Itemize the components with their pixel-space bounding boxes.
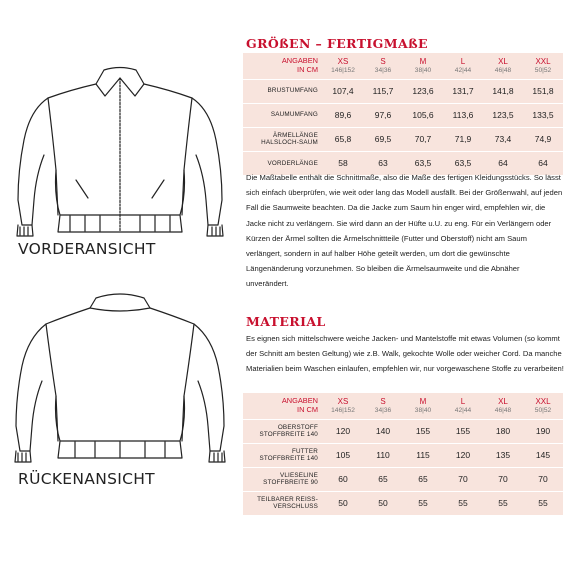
size-col-m: M 38|40 [414,57,432,74]
table-cell: 65,8 [323,127,363,151]
material-paragraph: Es eignen sich mittelschwere weiche Jacken- und Mantelstoffe mit etwas Volumen (so kommt der Schnitt am besten Geltung) wie z.B. Walk, gekochte Wolle oder weicher Cord. Da manche Materialien beim Waschen einlaufen, empfehlen wir, nur vorgewaschene Stoffe zu verarbeiten! [246,334,564,374]
table-cell: 97,6 [363,103,403,127]
table-cell: 70 [443,467,483,491]
table-cell: 107,4 [323,79,363,103]
table-cell: 140 [363,419,403,443]
table-cell: 180 [483,419,523,443]
table-cell: 89,6 [323,103,363,127]
table-cell: 135 [483,443,523,467]
table-cell: 69,5 [363,127,403,151]
table-row [243,103,563,127]
material-requirements-table [243,393,563,515]
table-cell: 74,9 [523,127,563,151]
table-cell: 113,6 [443,103,483,127]
header-label: ANGABEN IN CM [281,396,318,414]
row-label: VLIESELINE STOFFBREITE 90 [243,467,323,491]
jacket-back-illustration [0,286,236,486]
table-cell: 50 [363,491,403,515]
table-cell: 155 [443,419,483,443]
table-cell: 63,5 [443,151,483,175]
table-cell: 105,6 [403,103,443,127]
table-cell: 123,6 [403,79,443,103]
size-col-s: S 34|36 [374,397,392,414]
table-cell: 190 [523,419,563,443]
table-cell: 120 [323,419,363,443]
table-cell: 64 [483,151,523,175]
table-cell: 60 [323,467,363,491]
table-cell: 145 [523,443,563,467]
table-row [243,419,563,443]
table-cell: 115 [403,443,443,467]
table-cell: 131,7 [443,79,483,103]
back-view-label: RÜCKENANSICHT [18,470,155,488]
table-cell: 110 [363,443,403,467]
size-measurements-table [243,53,563,175]
row-label: ÄRMELLÄNGE HALSLOCH-SAUM [243,127,323,151]
table-cell: 50 [323,491,363,515]
table-cell: 55 [403,491,443,515]
size-col-xxl: XXL 50|52 [534,397,552,414]
size-col-xl: XL 46|48 [494,397,512,414]
table-row [243,491,563,515]
size-col-s: S 34|36 [374,57,392,74]
table-row [243,127,563,151]
table-cell: 55 [443,491,483,515]
table-row [243,443,563,467]
table-cell: 55 [523,491,563,515]
table-cell: 64 [523,151,563,175]
technical-drawings [0,0,236,570]
size-col-m: M 38|40 [414,397,432,414]
jacket-front-illustration [0,20,236,260]
table-cell: 133,5 [523,103,563,127]
table-cell: 123,5 [483,103,523,127]
table-header-row [243,53,563,79]
table-cell: 63 [363,151,403,175]
size-col-l: L 42|44 [454,397,472,414]
table-cell: 65 [363,467,403,491]
table-row [243,467,563,491]
table-cell: 73,4 [483,127,523,151]
row-label: OBERSTOFF STOFFBREITE 140 [243,419,323,443]
table-cell: 115,7 [363,79,403,103]
row-label: VORDERLÄNGE [243,151,323,175]
table-cell: 70,7 [403,127,443,151]
size-col-xs: XS 146|152 [331,397,355,414]
table-cell: 105 [323,443,363,467]
table-cell: 63,5 [403,151,443,175]
header-label: ANGABEN IN CM [281,56,318,74]
material-title: MATERIAL [246,314,326,329]
table-cell: 58 [323,151,363,175]
table-cell: 65 [403,467,443,491]
size-info-paragraph: Die Maßtabelle enthält die Schnittmaße, also die Maße des fertigen Kleidungsstücks. So lässt sich einfach überprüfen, wie weit oder lang das Modell ausfällt. Bei der Größenwahl, auf jeden Fall die Saumweite beachten. Da die Jacke zum Saum hin enger wird, empfehlen wir, die Jacke nicht zu verlängern. Sie wird dann an der Hüfte u.U. zu eng. Für ein Verlängern oder Kürzen der Ärmel sollten die Ärmelschnittteile (Futter und Oberstoff) nicht am Saum verlängert, sondern in auf halber Höhe geteilt werden, um dort die gewünschte Längenänderung vorzunehmen. So bleiben die Ärmelsaumweite und die Abnäher unverändert. [246,173,563,289]
front-view-label: VORDERANSICHT [18,240,156,258]
table-cell: 151,8 [523,79,563,103]
table-row [243,79,563,103]
sizes-title: GRÖßEN – FERTIGMAßE [246,36,428,51]
table-cell: 55 [483,491,523,515]
table-cell: 71,9 [443,127,483,151]
table-cell: 141,8 [483,79,523,103]
size-col-xxl: XXL 50|52 [534,57,552,74]
row-label: FUTTER STOFFBREITE 140 [243,443,323,467]
size-col-xs: XS 146|152 [331,57,355,74]
size-col-l: L 42|44 [454,57,472,74]
table-cell: 120 [443,443,483,467]
table-cell: 70 [483,467,523,491]
table-cell: 155 [403,419,443,443]
row-label: BRUSTUMFANG [243,79,323,103]
row-label: TEILBARER REISS- VERSCHLUSS [243,491,323,515]
row-label: SAUMUMFANG [243,103,323,127]
table-header-row [243,393,563,419]
table-cell: 70 [523,467,563,491]
size-col-xl: XL 46|48 [494,57,512,74]
